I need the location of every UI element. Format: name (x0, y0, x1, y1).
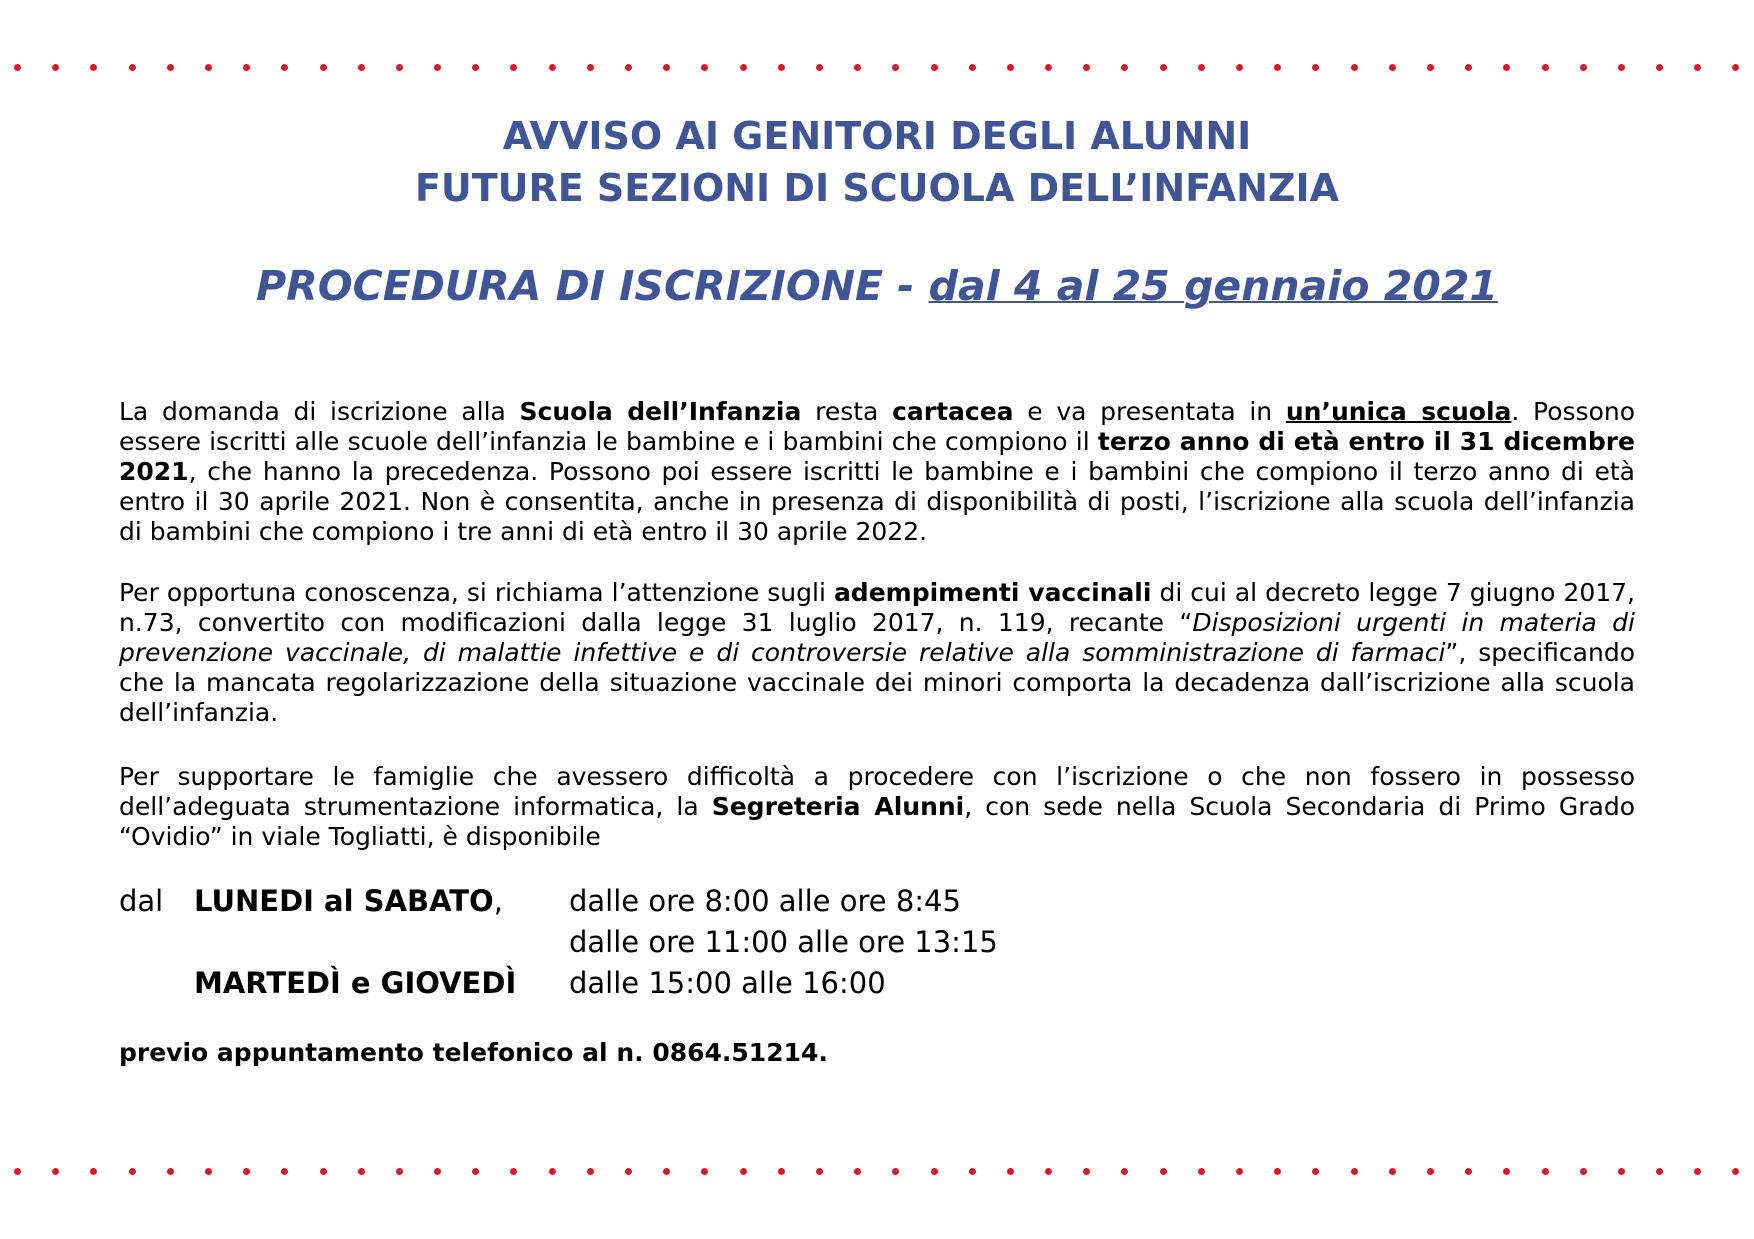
border-dot (1618, 64, 1625, 71)
border-dot (1542, 64, 1549, 71)
schedule-time-morning: dalle ore 8:00 alle ore 8:45 (569, 884, 961, 918)
border-dot (892, 64, 899, 71)
border-dot (1694, 1168, 1701, 1175)
border-dot (549, 64, 556, 71)
border-dot (205, 64, 212, 71)
border-dot (1007, 1168, 1014, 1175)
border-dot (1312, 1168, 1319, 1175)
border-dot (1045, 1168, 1052, 1175)
p1-single-school: un’unica scuola (1285, 397, 1512, 426)
border-dot (14, 64, 21, 71)
border-dot (892, 1168, 899, 1175)
border-dot (167, 1168, 174, 1175)
paragraph-support (119, 762, 1635, 852)
border-dot (740, 1168, 747, 1175)
border-dot (1198, 64, 1205, 71)
border-dot (1312, 64, 1319, 71)
border-dot (90, 1168, 97, 1175)
border-dot (1274, 1168, 1281, 1175)
border-dot (1580, 64, 1587, 71)
p1-text-d: e va presentata in (1013, 397, 1286, 426)
p1-text-e: . Possono essere iscritti alle scuole dell’infanzia le bambine e i bambini che compiono il (119, 397, 1636, 456)
border-dot (1694, 64, 1701, 71)
p2-text-a: Per opportuna conoscenza, si richiama l’attenzione sugli (119, 578, 834, 607)
p1-text-f: , che hanno la precedenza. Possono poi essere iscritti le bambine e i bambini che compiono il terzo anno di età entro il 30 aprile 2021. Non è consentita, anche in presenza di disponibilità di posti, l’iscrizione alla scuola dell’infanzia di bambini che compiono i tre anni di età entro il 30 aprile 2022. (119, 457, 1635, 546)
border-dot (1236, 1168, 1243, 1175)
border-dot (663, 1168, 670, 1175)
border-dot (740, 64, 747, 71)
schedule-days-monday-saturday (194, 881, 503, 921)
schedule-time-midday: dalle ore 11:00 alle ore 13:15 (569, 925, 998, 959)
schedule-days-tuesday-thursday: MARTEDÌ e GIOVEDÌ (194, 966, 517, 1000)
p2-decree-title: Disposizioni urgenti in materia di prevenzione vaccinale, di malattie infettive e di controversie relative alla somministrazione di farmaci (119, 608, 1635, 667)
phone-appointment-note: previo appuntamento telefonico al n. 0864.51214. (119, 1038, 828, 1067)
border-dot (472, 1168, 479, 1175)
top-dotted-border (14, 64, 1740, 74)
p1-text-a: La domanda di iscrizione alla (119, 397, 520, 426)
border-dot (281, 64, 288, 71)
border-dot (1656, 1168, 1663, 1175)
border-dot (320, 64, 327, 71)
border-dot (854, 64, 861, 71)
border-dot (320, 1168, 327, 1175)
border-dot (778, 1168, 785, 1175)
border-dot (243, 64, 250, 71)
border-dot (1121, 1168, 1128, 1175)
p3-text-c: , con sede nella Scuola Secondaria di Primo Grado “Ovidio” in viale Togliatti, è disponibile (119, 792, 1635, 851)
border-dot (434, 1168, 441, 1175)
border-dot (1503, 64, 1510, 71)
border-dot (1351, 64, 1358, 71)
border-dot (1351, 1168, 1358, 1175)
border-dot (510, 64, 517, 71)
border-dot (931, 64, 938, 71)
border-dot (1656, 64, 1663, 71)
border-dot (1389, 1168, 1396, 1175)
border-dot (167, 64, 174, 71)
border-dot (701, 64, 708, 71)
border-dot (358, 1168, 365, 1175)
border-dot (472, 64, 479, 71)
border-dot (1083, 64, 1090, 71)
border-dot (1618, 1168, 1625, 1175)
border-dot (549, 1168, 556, 1175)
paragraph-vaccination (119, 578, 1635, 728)
border-dot (1389, 64, 1396, 71)
procedure-heading (0, 260, 1754, 312)
p2-vaccination-requirements: adempimenti vaccinali (833, 578, 1152, 607)
border-dot (1503, 1168, 1510, 1175)
procedure-dates: dal 4 al 25 gennaio 2021 (928, 262, 1498, 310)
border-dot (358, 64, 365, 71)
paragraph-enrollment (119, 397, 1635, 547)
p2-text-d: ”, specificando che la mancata regolarizzazione della situazione vaccinale dei minori comporta la decadenza dall’iscrizione alla scuola dell’infanzia. (119, 638, 1635, 727)
border-dot (625, 1168, 632, 1175)
border-dot (1465, 64, 1472, 71)
border-dot (205, 1168, 212, 1175)
border-dot (969, 1168, 976, 1175)
border-dot (396, 1168, 403, 1175)
border-dot (1427, 1168, 1434, 1175)
schedule-dal: dal (119, 884, 164, 918)
border-dot (1732, 1168, 1739, 1175)
border-dot (1160, 64, 1167, 71)
border-dot (816, 64, 823, 71)
schedule-time-afternoon: dalle 15:00 alle 16:00 (569, 966, 886, 1000)
p2-text-c: di cui al decreto legge 7 giugno 2017, n.73, convertito con modificazioni dalla legge 31 luglio 2017, n. 119, recante “ (119, 578, 1635, 637)
schedule-days1-comma: , (493, 884, 503, 918)
border-dot (1045, 64, 1052, 71)
border-dot (969, 64, 976, 71)
border-dot (1465, 1168, 1472, 1175)
procedure-label: PROCEDURA DI ISCRIZIONE - (256, 262, 929, 310)
notice-title-line1: AVVISO AI GENITORI DEGLI ALUNNI (502, 114, 1252, 158)
bottom-dotted-border (14, 1168, 1740, 1178)
p3-text-a: Per supportare le famiglie che avessero difficoltà a procedere con l’iscrizione o che non fossero in possesso dell’adeguata strumentazione informatica, la (119, 762, 1635, 821)
border-dot (625, 64, 632, 71)
border-dot (587, 64, 594, 71)
border-dot (129, 1168, 136, 1175)
border-dot (434, 64, 441, 71)
border-dot (587, 1168, 594, 1175)
schedule-days1-label: LUNEDI al SABATO (194, 884, 494, 918)
border-dot (243, 1168, 250, 1175)
border-dot (1542, 1168, 1549, 1175)
border-dot (778, 64, 785, 71)
p3-office-name: Segreteria Alunni (711, 792, 965, 821)
border-dot (396, 64, 403, 71)
border-dot (1427, 64, 1434, 71)
border-dot (663, 64, 670, 71)
border-dot (1083, 1168, 1090, 1175)
border-dot (1160, 1168, 1167, 1175)
border-dot (1007, 64, 1014, 71)
border-dot (931, 1168, 938, 1175)
border-dot (281, 1168, 288, 1175)
border-dot (1274, 64, 1281, 71)
border-dot (1580, 1168, 1587, 1175)
notice-title-line2: FUTURE SEZIONI DI SCUOLA DELL’INFANZIA (414, 166, 1340, 210)
border-dot (510, 1168, 517, 1175)
border-dot (129, 64, 136, 71)
border-dot (701, 1168, 708, 1175)
p1-age-deadline: terzo anno di età entro il 31 dicembre 2021 (119, 427, 1635, 486)
border-dot (1198, 1168, 1205, 1175)
border-dot (14, 1168, 21, 1175)
border-dot (52, 1168, 59, 1175)
border-dot (816, 1168, 823, 1175)
border-dot (1121, 64, 1128, 71)
border-dot (1236, 64, 1243, 71)
border-dot (1732, 64, 1739, 71)
border-dot (854, 1168, 861, 1175)
p1-text-c: resta (801, 397, 893, 426)
border-dot (52, 64, 59, 71)
p1-paper-form: cartacea (892, 397, 1014, 426)
p1-school-name: Scuola dell’Infanzia (519, 397, 802, 426)
border-dot (90, 64, 97, 71)
